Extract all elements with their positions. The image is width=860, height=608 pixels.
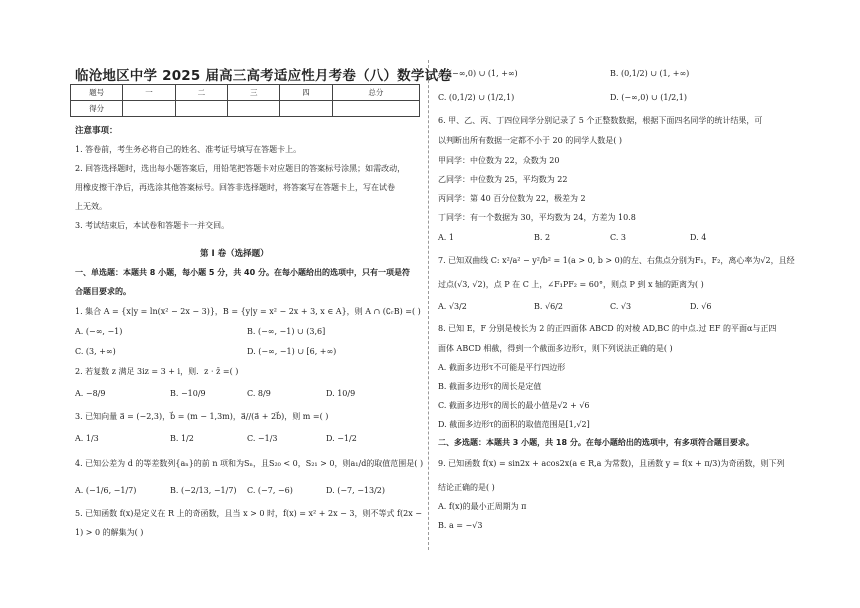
q7-option-d: D. √6 — [690, 302, 712, 311]
score-header-cell: 三 — [228, 85, 280, 101]
q8-option-b: B. 截面多边形τ的周长是定值 — [438, 382, 542, 391]
q5-stem-line: 5. 已知函数 f(x)是定义在 R 上的奇函数，且当 x > 0 时，f(x) = x² + 2x − 3，则不等式 f(2x − — [75, 509, 422, 518]
score-header-cell: 题号 — [71, 85, 123, 101]
q4-stem: 4. 已知公差为 d 的等差数列{aₙ}的前 n 项和为Sₙ，且S₂₀ < 0，S₂₁ > 0，则a₁/d的取值范围是( ) — [75, 459, 424, 468]
score-cell — [332, 101, 419, 117]
q8-option-a: A. 截面多边形τ不可能是平行四边形 — [438, 363, 566, 372]
notice-heading: 注意事项： — [75, 126, 118, 136]
q9-stem-line: 9. 已知函数 f(x) = sin2x + acos2x(a ∈ R,a 为常数)，且函数 y = f(x + π/3)为奇函数，则下列 — [438, 459, 785, 468]
q9-stem-line: 结论正确的是( ) — [438, 483, 495, 492]
q3-option-b: B. 1/2 — [170, 434, 194, 443]
q5-option-a: A. (−∞,0) ∪ (1, +∞) — [438, 69, 518, 78]
q1-stem: 1. 集合 A = {x|y = ln(x² − 2x − 3)}，B = {y|y = x² − 2x + 3, x ∈ A}，则 A ∩ (∁ᵣB) =( ) — [75, 307, 421, 316]
q4-option-d: D. (−7, −13/2) — [326, 486, 386, 495]
column-divider — [428, 60, 429, 550]
q5-option-c: C. (0,1/2) ∪ (1/2,1) — [438, 93, 515, 102]
q7-option-c: C. √3 — [610, 302, 632, 311]
q5-stem-line: 1) > 0 的解集为( ) — [75, 528, 144, 537]
q8-option-d: D. 截面多边形τ的面积的取值范围是[1,√2] — [438, 420, 590, 429]
q3-option-a: A. 1/3 — [75, 434, 99, 443]
q9-option-b: B. a = −√3 — [438, 521, 483, 530]
section1-heading-line: 合题目要求的。 — [75, 287, 131, 296]
q6-statement-yi: 乙同学：中位数为 25，平均数为 22 — [438, 175, 568, 184]
q3-stem: 3. 已知向量 a⃗ = (−2,3)，b⃗ = (m − 1,3m)，a⃗//(a⃗ + 2b⃗)，则 m =( ) — [75, 412, 329, 421]
q6-statement-bing: 丙同学：第 40 百分位数为 22，极差为 2 — [438, 194, 586, 203]
notice-line: 用橡皮擦干净后，再选涂其他答案标号。回答非选择题时，将答案写在答题卡上，写在试卷 — [75, 183, 395, 192]
q6-stem-line: 6. 甲、乙、丙、丁四位同学分别记录了 5 个正整数数据，根据下面四名同学的统计结果，可 — [438, 116, 763, 125]
score-cell — [175, 101, 227, 117]
q4-option-a: A. (−1/6, −1/7) — [75, 486, 137, 495]
q6-stem-line: 以判断出所有数据一定都不小于 20 的同学人数是( ) — [438, 136, 623, 145]
notice-line: 1. 答卷前，考生务必将自己的姓名、准考证号填写在答题卡上。 — [75, 145, 302, 154]
score-row-label: 得分 — [71, 101, 123, 117]
q2-option-a: A. −8/9 — [75, 389, 106, 398]
score-header-cell: 总分 — [332, 85, 419, 101]
score-header-cell: 一 — [123, 85, 175, 101]
q6-statement-jia: 甲同学：中位数为 22，众数为 20 — [438, 156, 560, 165]
q2-option-b: B. −10/9 — [170, 389, 206, 398]
q5-option-d: D. (−∞,0) ∪ (1/2,1) — [610, 93, 687, 102]
q2-option-d: D. 10/9 — [326, 389, 356, 398]
score-header-cell: 四 — [280, 85, 332, 101]
score-table-header-row — [71, 85, 420, 101]
notice-line: 2. 回答选择题时，选出每小题答案后，用铅笔把答题卡对应题目的答案标号涂黑；如需改动， — [75, 164, 406, 173]
section2-heading: 二、多选题：本题共 3 小题，共 18 分。在每小题给出的选项中，有多项符合题目要求。 — [438, 438, 754, 447]
q7-option-b: B. √6/2 — [534, 302, 563, 311]
score-cell — [228, 101, 280, 117]
q8-stem-line: 面体 ABCD 相截，得到一个截面多边形τ，则下列说法正确的是( ) — [438, 344, 673, 353]
notice-line: 上无效。 — [75, 202, 107, 211]
q8-option-c: C. 截面多边形τ的周长的最小值是√2 + √6 — [438, 401, 590, 410]
section1-heading-line: 一、单选题：本题共 8 小题，每小题 5 分，共 40 分。在每小题给出的选项中，只有一项是符 — [75, 268, 410, 277]
part1-heading: 第 I 卷（选择题） — [200, 249, 269, 259]
q5-option-b: B. (0,1/2) ∪ (1, +∞) — [610, 69, 690, 78]
q7-stem-line: 过点(√3, √2)，点 P 在 C 上，∠F₁PF₂ = 60°，则点 P 到 x 轴的距离为( ) — [438, 280, 704, 289]
q3-option-d: D. −1/2 — [326, 434, 357, 443]
q1-option-c: C. (3, +∞) — [75, 347, 116, 356]
q1-option-b: B. (−∞, −1) ∪ (3,6] — [247, 327, 326, 336]
score-cell — [280, 101, 332, 117]
q2-option-c: C. 8/9 — [247, 389, 271, 398]
q6-option-c: C. 3 — [610, 233, 627, 242]
q1-option-d: D. (−∞, −1) ∪ [6, +∞) — [247, 347, 337, 356]
q3-option-c: C. −1/3 — [247, 434, 278, 443]
notice-line: 3. 考试结束后，本试卷和答题卡一并交回。 — [75, 221, 230, 230]
score-cell — [123, 101, 175, 117]
q7-stem-line: 7. 已知双曲线 C: x²/a² − y²/b² = 1(a > 0, b > 0)的左、右焦点分别为F₁，F₂，离心率为√2，且经 — [438, 256, 795, 265]
score-table — [70, 84, 420, 117]
score-header-cell: 二 — [175, 85, 227, 101]
q4-option-c: C. (−7, −6) — [247, 486, 293, 495]
q6-option-d: D. 4 — [690, 233, 707, 242]
q6-option-a: A. 1 — [438, 233, 454, 242]
q9-option-a: A. f(x)的最小正周期为 π — [438, 502, 527, 511]
score-table-score-row — [71, 101, 420, 117]
q8-stem-line: 8. 已知 E，F 分别是棱长为 2 的正四面体 ABCD 的对棱 AD,BC 的中点.过 EF 的平面α与正四 — [438, 324, 777, 333]
exam-title: 临沧地区中学 2025 届高三高考适应性月考卷（八）数学试卷 — [75, 68, 452, 84]
q6-option-b: B. 2 — [534, 233, 551, 242]
q4-option-b: B. (−2/13, −1/7) — [170, 486, 237, 495]
q2-stem: 2. 若复数 z 满足 3iz = 3 + i，则．z ⋅ z̄ =( ) — [75, 367, 239, 376]
q7-option-a: A. √3/2 — [438, 302, 467, 311]
q1-option-a: A. (−∞, −1) — [75, 327, 123, 336]
q6-statement-ding: 丁同学：有一个数据为 30，平均数为 24，方差为 10.8 — [438, 213, 636, 222]
